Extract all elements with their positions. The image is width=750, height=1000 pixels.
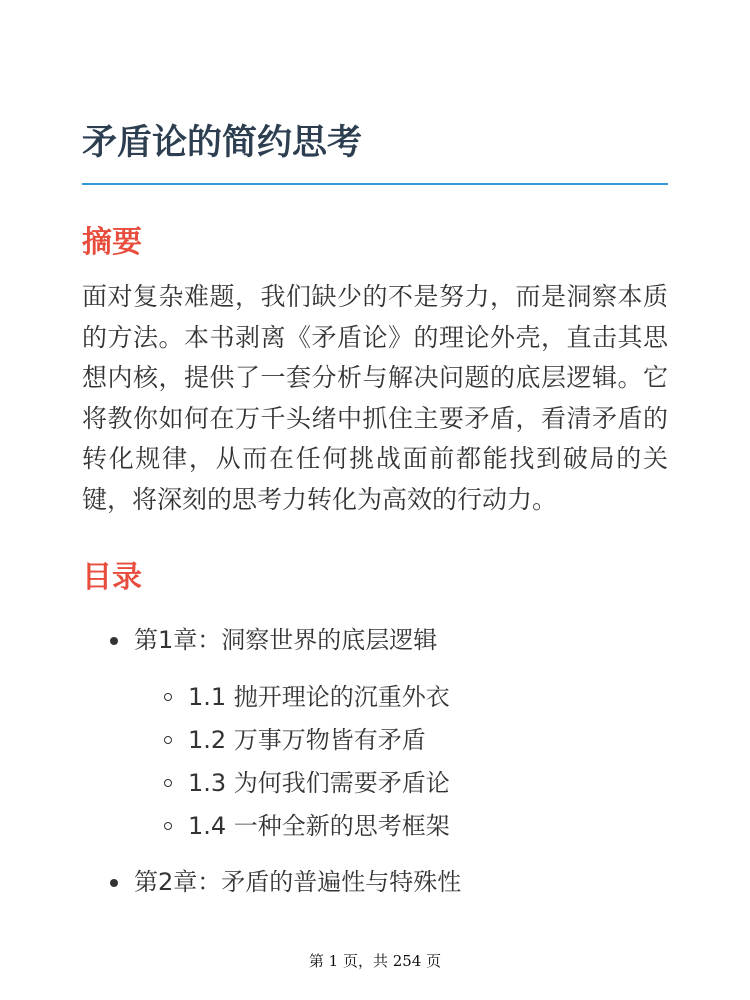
abstract-heading: 摘要	[82, 225, 142, 260]
toc-section-1-4[interactable]: 1.4 一种全新的思考框架	[82, 805, 668, 848]
toc-section-1-2[interactable]: 1.2 万事万物皆有矛盾	[82, 719, 668, 762]
toc-heading: 目录	[82, 560, 142, 595]
toc-section-list	[82, 676, 668, 848]
toc-chapter-label: 第2章：矛盾的普遍性与特殊性	[134, 868, 462, 896]
toc-chapter-label: 第1章：洞察世界的底层逻辑	[134, 626, 438, 654]
toc-chapter-1-sections	[82, 676, 668, 848]
toc-chapter-2[interactable]	[82, 862, 668, 902]
toc-list	[82, 620, 668, 902]
document-page	[82, 118, 668, 902]
toc-chapter-1[interactable]	[82, 620, 668, 660]
toc-section-1-1[interactable]: 1.1 抛开理论的沉重外衣	[82, 676, 668, 719]
document-title: 矛盾论的简约思考	[82, 118, 668, 185]
page-indicator: 第 1 页，共 254 页	[308, 952, 442, 970]
abstract-text: 面对复杂难题，我们缺少的不是努力，而是洞察本质的方法。本书剥离《矛盾论》的理论外壳，直击其思想内核，提供了一套分析与解决问题的底层逻辑。它将教你如何在万千头绪中抓住主要矛盾，看清矛盾的转化规律，从而在任何挑战面前都能找到破局的关键，将深刻的思考力转化为高效的行动力。	[82, 282, 668, 514]
toc-section-1-3[interactable]: 1.3 为何我们需要矛盾论	[82, 762, 668, 805]
